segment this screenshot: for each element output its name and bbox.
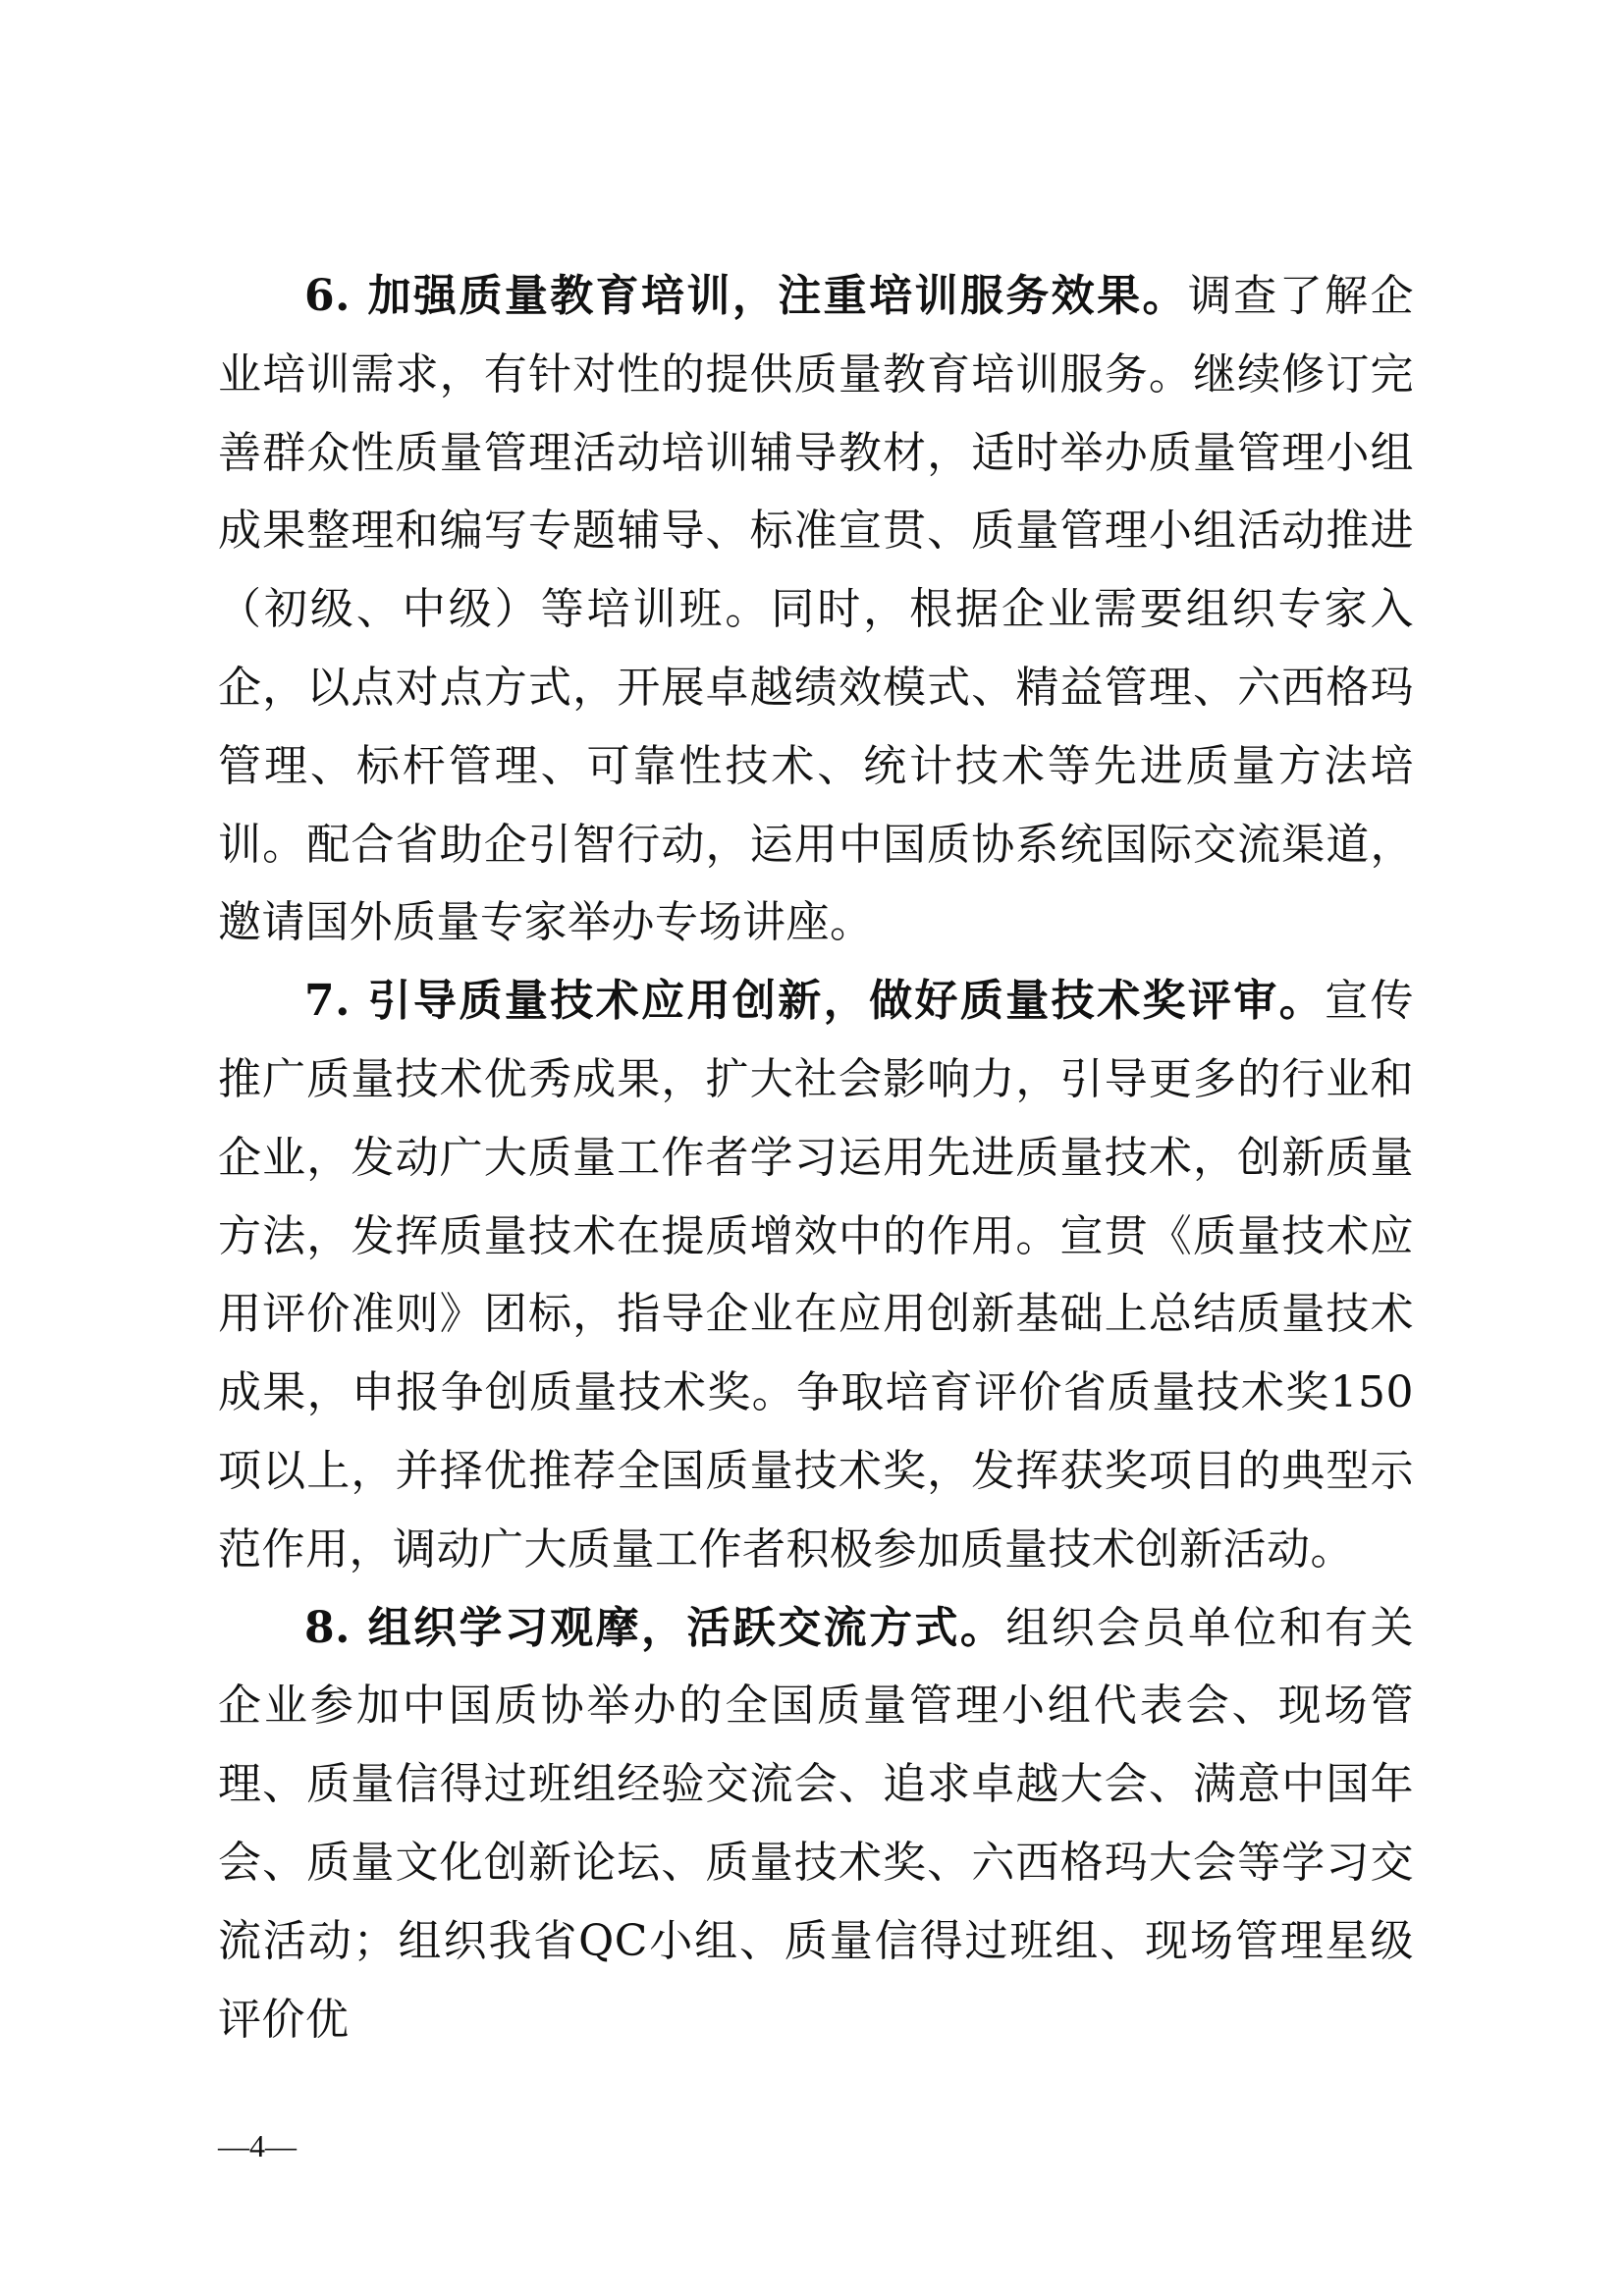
paragraph-8-text: 组织会员单位和有关企业参加中国质协举办的全国质量管理小组代表会、现场管理、质量信得过班组经验交流会、追求卓越大会、满意中国年会、质量文化创新论坛、质量技术奖、六西格玛大会等学习交流活动；组织我省QC小组、质量信得过班组、现场管理星级评价优: [218, 1602, 1414, 2045]
paragraph-7-text: 宣传推广质量技术优秀成果，扩大社会影响力，引导更多的行业和企业，发动广大质量工作者学习运用先进质量技术，创新质量方法，发挥质量技术在提质增效中的作用。宣贯《质量技术应用评价准则》团标，指导企业在应用创新基础上总结质量技术成果，申报争创质量技术奖。争取培育评价省质量技术奖150项以上，并择优推荐全国质量技术奖，发挥获奖项目的典型示范作用，调动广大质量工作者积极参加质量技术创新活动。: [218, 976, 1415, 1575]
paragraph-7-heading: 7. 引导质量技术应用创新，做好质量技术奖评审。: [304, 976, 1326, 1027]
document-body: [218, 257, 1414, 2058]
paragraph-6-text: 调查了解企业培训需求，有针对性的提供质量教育培训服务。继续修订完善群众性质量管理活动培训辅导教材，适时举办质量管理小组成果整理和编写专题辅导、标准宣贯、质量管理小组活动推进（初级、中级）等培训班。同时，根据企业需要组织专家入企，以点对点方式，开展卓越绩效模式、精益管理、六西格玛管理、标杆管理、可靠性技术、统计技术等先进质量方法培训。配合省助企引智行动，运用中国质协系统国际交流渠道，邀请国外质量专家举办专场讲座。: [218, 271, 1414, 948]
paragraph-7: [218, 962, 1414, 1588]
paragraph-8-heading: 8. 组织学习观摩，活跃交流方式。: [304, 1602, 1006, 1653]
paragraph-6: [218, 257, 1414, 962]
page-number: —4—: [218, 2128, 297, 2163]
paragraph-6-heading: 6. 加强质量教育培训，注重培训服务效果。: [304, 271, 1188, 321]
paragraph-8: [218, 1589, 1414, 2059]
